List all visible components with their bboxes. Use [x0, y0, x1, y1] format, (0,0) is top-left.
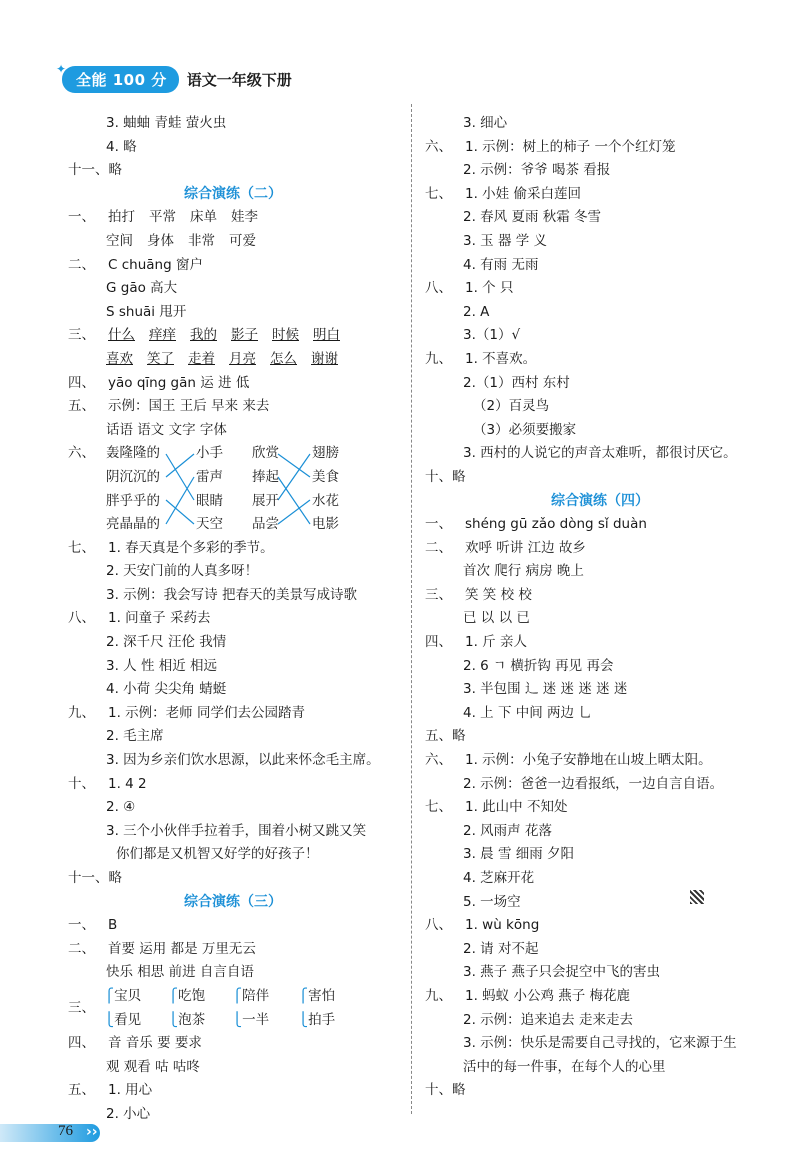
- match-line: [278, 454, 310, 477]
- match-line: [166, 454, 194, 477]
- answer-line: 2. 风雨声 花落: [463, 822, 552, 839]
- answer-line: 四、 音 音乐 要 要求: [68, 1035, 202, 1052]
- answer-line: （2）百灵鸟: [473, 398, 550, 415]
- answer-line: 3. 蚰蚰 青蛙 萤火虫: [106, 115, 227, 131]
- answer-line: 3. 玉 器 学 义: [463, 232, 548, 249]
- answer-line: 3. 因为乡亲们饮水思源，以此来怀念毛主席。: [106, 752, 380, 769]
- answer-line: 五、略: [425, 728, 466, 745]
- answer-line: 活中的每一件事，在每个人的心里: [463, 1058, 666, 1075]
- answer-line: 3. 半包围 辶 迷 迷 迷 迷 迷: [463, 681, 628, 698]
- answer-line: 三、 什么 痒痒 我的 影子 时候 明白: [68, 327, 340, 344]
- answer-line: 四、 1. 斤 亲人: [425, 634, 527, 651]
- page-number: 76: [58, 1123, 73, 1139]
- answer-line: 3. 示例：快乐是需要自己寻找的，它来源于生: [463, 1035, 737, 1052]
- match-item: 品尝: [252, 516, 279, 533]
- chevron-right-icon: ››: [86, 1124, 98, 1140]
- answer-line: 观 观看 咕 咕咚: [106, 1058, 200, 1075]
- book-title: 语文一年级下册: [186, 70, 292, 89]
- answer-line: 3. 示例：我会写诗 把春天的美景写成诗歌: [106, 586, 357, 603]
- answer-line: 十、 1. 4 2: [68, 775, 147, 792]
- answer-line: 4. 小荷 尖尖角 蜻蜓: [106, 681, 227, 698]
- answer-line: 七、 1. 此山中 不知处: [425, 799, 568, 816]
- match-item: 雷声: [196, 468, 223, 485]
- pair-word: 一半: [242, 1011, 270, 1028]
- pair-word: 吃饱: [178, 987, 206, 1004]
- answer-line: 喜欢 笑了 走着 月亮 怎么 谢谢: [106, 350, 338, 367]
- answer-line: 4. 芝麻开花: [463, 870, 535, 886]
- match-item: 翅膀: [312, 445, 339, 462]
- match-item: 阴沉沉的: [106, 468, 160, 485]
- answer-line: 一、 B: [68, 917, 118, 934]
- sparkle-icon: ✦: [56, 62, 67, 76]
- answer-line: 你们都是又机智又好学的好孩子！: [116, 846, 319, 863]
- pair-word: 拍手: [308, 1011, 336, 1028]
- answer-line: 十一、略: [68, 162, 122, 179]
- answer-line: 2. 天安门前的人真多呀！: [106, 563, 259, 580]
- section-title: 综合演练（三）: [184, 893, 282, 910]
- pair-word: 泡茶: [178, 1011, 206, 1028]
- answer-line: 八、 1. 个 只: [425, 280, 514, 297]
- match-item: 展开: [252, 492, 279, 509]
- answer-line: 3. 人 性 相近 相远: [106, 657, 218, 674]
- match-item: 小手: [196, 445, 223, 462]
- right-column: [425, 112, 775, 1103]
- qr-code-icon[interactable]: [690, 890, 704, 904]
- answer-line: 三、 笑 笑 校 校: [425, 586, 532, 603]
- match-line: [278, 454, 310, 500]
- answer-line: 2. ④: [106, 799, 136, 816]
- answer-line: 一、 shéng gū zǎo dòng sǐ duàn: [425, 516, 647, 533]
- answer-line: 2. 小心: [106, 1105, 151, 1122]
- pair-word: 看见: [114, 1011, 142, 1028]
- answer-line: 六、 1. 示例：树上的柿子 一个个红灯笼: [425, 138, 676, 155]
- answer-line: 九、 1. 蚂蚁 小公鸡 燕子 梅花鹿: [425, 987, 631, 1004]
- brand-badge: 全能 100 分: [62, 66, 179, 93]
- match-line: [278, 477, 310, 524]
- match-item: 电影: [312, 516, 339, 533]
- answer-line: 已 以 以 已: [463, 610, 530, 627]
- answer-line: 九、 1. 不喜欢。: [425, 350, 537, 367]
- answer-line: 2. 请 对不起: [463, 940, 539, 957]
- answer-line: 2. 6 ㄱ 横折钩 再见 再会: [463, 657, 614, 674]
- match-item: 欣赏: [252, 445, 279, 462]
- answer-line: 空间 身体 非常 可爱: [106, 232, 256, 249]
- section-title: 综合演练（四）: [551, 492, 649, 509]
- answer-line: 十、略: [425, 468, 466, 485]
- column-divider: [411, 104, 412, 1114]
- answer-line: 3. 晨 雪 细雨 夕阳: [463, 846, 575, 863]
- answer-line: 3.（1）√: [463, 327, 521, 344]
- answer-line: 3. 西村的人说它的声音太难听，都很讨厌它。: [463, 445, 737, 462]
- answer-line: 2. 春风 夏雨 秋霜 冬雪: [463, 209, 602, 226]
- answer-line: 2.（1）西村 东村: [463, 374, 570, 391]
- match-item: 水花: [312, 492, 339, 509]
- match-item: 胖乎乎的: [106, 492, 160, 509]
- answer-line: 4. 有雨 无雨: [463, 256, 539, 273]
- answer-line: 2. 示例：爷爷 喝茶 看报: [463, 162, 611, 179]
- match-item: 天空: [196, 516, 223, 533]
- answer-line: 七、 1. 春天真是个多彩的季节。: [68, 539, 274, 556]
- answer-line: 首次 爬行 病房 晚上: [463, 563, 584, 580]
- answer-line: G gāo 高大: [106, 280, 178, 297]
- answer-line: 话语 语文 文字 字体: [106, 421, 227, 438]
- match-item: 捧起: [252, 468, 279, 485]
- left-column: [68, 112, 398, 1127]
- answer-line: 二、 欢呼 听讲 江边 故乡: [425, 539, 586, 556]
- pair-word: 陪伴: [242, 987, 270, 1004]
- answer-line: 2. 示例：爸爸一边看报纸，一边自言自语。: [463, 775, 724, 792]
- answer-line: 2. 示例：追来追去 走来走去: [463, 1011, 633, 1028]
- answer-line: 六、 1. 示例：小兔子安静地在山坡上晒太阳。: [425, 752, 712, 769]
- match-line: [166, 477, 194, 524]
- pair-word: 宝贝: [114, 987, 142, 1004]
- answer-line: 四、 yāo qīng gān 运 进 低: [68, 374, 250, 391]
- answer-line: 3. 三个小伙伴手拉着手，围着小树又跳又笑: [106, 822, 367, 839]
- answer-line: 2. 深千尺 汪伦 我情: [106, 634, 227, 651]
- match-item: 轰隆隆的: [106, 445, 160, 462]
- answer-line: 九、 1. 示例：老师 同学们去公园踏青: [68, 704, 305, 721]
- answer-line: 4. 上 下 中间 两边 乚: [463, 704, 592, 721]
- answer-line: （3）必须要搬家: [473, 421, 577, 438]
- answer-line: 3. 细心: [463, 115, 508, 131]
- answer-line: 十、略: [425, 1082, 466, 1099]
- answer-line: 七、 1. 小娃 偷采白莲回: [425, 185, 581, 202]
- section-title: 综合演练（二）: [184, 185, 282, 202]
- matching-exercise: [68, 442, 398, 536]
- answer-line: 二、 C chuāng 窗户: [68, 256, 203, 273]
- answer-line: 二、 首要 运用 都是 万里无云: [68, 940, 256, 957]
- answer-line: 2. A: [463, 303, 490, 320]
- answer-line: 五、 示例：国王 王后 早来 来去: [68, 398, 270, 415]
- match-item: 眼睛: [196, 492, 223, 509]
- answer-line: 3. 燕子 燕子只会捉空中飞的害虫: [463, 964, 660, 981]
- answer-line: 2. 毛主席: [106, 728, 164, 745]
- match-line: [166, 500, 194, 524]
- answer-line: 八、 1. wù kōng: [425, 917, 540, 934]
- answer-line: 4. 略: [106, 138, 137, 155]
- answer-line: 一、 拍打 平常 床单 娃李: [68, 209, 258, 226]
- book-header: [56, 62, 292, 92]
- match-line: [166, 454, 194, 500]
- pair-word: 害怕: [308, 987, 336, 1004]
- answer-line: 快乐 相思 前进 自言自语: [106, 964, 254, 981]
- answer-line: 十一、略: [68, 870, 122, 887]
- match-item: 美食: [312, 468, 339, 485]
- match-item: 亮晶晶的: [106, 516, 160, 533]
- answer-line: 五、 1. 用心: [68, 1082, 153, 1099]
- word-pairs: 三、 ⎧宝贝 ⎩看见 ⎧吃饱 ⎩泡茶 ⎧陪伴 ⎩一半 ⎧害怕 ⎩拍手: [68, 987, 336, 1028]
- answer-line: 八、 1. 问童子 采药去: [68, 610, 211, 627]
- item-number: 六、: [68, 445, 95, 462]
- match-line: [278, 500, 310, 524]
- answer-line: S shuāi 甩开: [106, 303, 187, 320]
- page-footer-bar: [0, 1124, 100, 1142]
- answer-line: 5. 一场空: [463, 893, 521, 910]
